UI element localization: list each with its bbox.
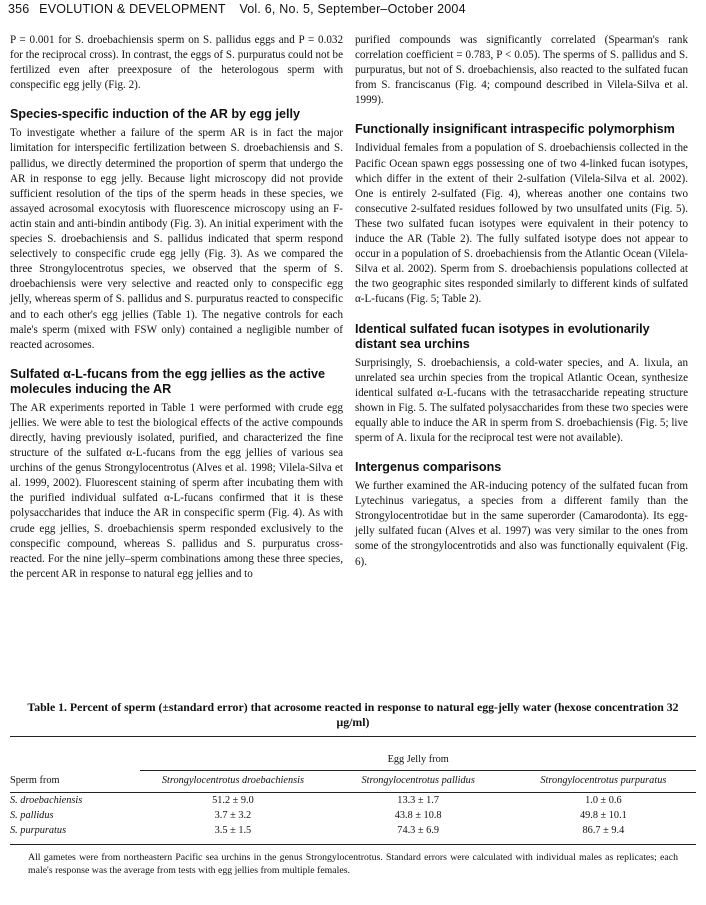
section-heading-polymorphism: Functionally insignificant intraspecific polymorphism [355,122,675,137]
column-header: Strongylocentrotus purpuratus [511,771,696,793]
section-text-species-specific: To investigate whether a failure of the sperm AR is in fact the major limitation for interspecific fertilization between S. droebachiensis and S. pallidus, we directly determined the proportion of sperm that undergo the AR in response to egg jelly. Because light microscopy did not provide sufficient resolution of the tips of the sperm heads in these species, we assayed acrosomal exocytosis with fluorescence microscopy using an F-actin stain and anti-bindin antibody (Fig. 3). An initial experiment with the species S. droebachiensis and S. pallidus indicated that sperm respond selectively to conspecific crude egg jelly (Fig. 3). As we compared the three Strongylocentrotus species, we observed that the sperm of S. droebachiensis were very selective and reacted only to conspecific egg jelly, whereas sperm of S. pallidus and S. purpuratus reacted to conspecific and to each other's egg jellies (Table 1). The negative controls for each male's sperm (mixed with FSW only) contained a negligible number of reacted acrosomes. [10,127,343,351]
section-heading-species-specific: Species-specific induction of the AR by egg jelly [10,107,300,122]
continued-paragraph: P = 0.001 for S. droebachiensis sperm on S. pallidus eggs and P = 0.032 for the reciprocal cross). In contrast, the eggs of S. purpuratus could not be fertilized even after preexposure of the heterologous sperm with conspecific egg jelly (Fig. 2). [10,34,343,92]
section-heading-intergenus: Intergenus comparisons [355,460,502,475]
cell-value: 74.3 ± 6.9 [397,825,439,836]
table-group-header-row [10,749,696,771]
row-species: S. pallidus [10,810,54,821]
cell-value: 86.7 ± 9.4 [582,825,625,836]
table-row [10,808,696,823]
row-header: Sperm from [10,771,140,793]
right-column [355,33,688,570]
journal-title: EVOLUTION & DEVELOPMENT [39,2,226,16]
section-text-sulfated-fucans: The AR experiments reported in Table 1 were performed with crude egg jellies. We were able to test the biological effects of the active compounds directly, having previously isolated, purified, and characterized the fine structure of the sulfated α-L-fucans from the egg jellies of various sea urchins of the genus Strongylocentrotus (Alves et al. 1998; Vilela-Silva et al. 1999, 2002). Fluorescent staining of sperm after incubating them with the purified individual sulfated α-L-fucans confirmed that it is these polysaccharides that induce the AR in conspecific sperm (Fig. 4). As with crude egg jellies, S. droebachiensis sperm responded exclusively to the conspecific compound, whereas S. pallidus and S. purpuratus cross-reacted. For the nine jelly–sperm combinations among these three species, the percent AR in response to natural egg jellies and to [10,401,343,580]
continued-paragraph-right: purified compounds was significantly correlated (Spearman's rank correlation coefficient = 0.783, P < 0.05). The sperms of S. pallidus and S. purpuratus, but not of S. droebachiensis, also reacted to the sulfated fucan from S. franciscanus (Fig. 4; compound described in Vilela-Silva et al. 1999). [355,34,688,107]
column-header: Strongylocentrotus droebachiensis [140,771,325,793]
page-number: 356 [8,2,30,16]
table-row [10,793,696,809]
section-text-intergenus: We further examined the AR-inducing potency of the sulfated fucan from Lytechinus variegatus, a species from a different family than the Strongylocentrotidae but in the same superorder (Camarodonta). Its egg-jelly sulfated fucan (Alves et al. 1997) was very similar to the ones from some of the strongylocentrotids and also was functionally equivalent (Fig. 6). [355,480,688,568]
data-table [10,736,696,845]
group-header: Egg Jelly from [140,749,696,771]
cell-value: 3.5 ± 1.5 [214,825,252,836]
section-text-polymorphism: Individual females from a population of S. droebachiensis collected in the Pacific Ocean spawn eggs possessing one of two 4-linked fucan isotypes, which differ in the extent of their 2-sulfation (Vilela-Silva et al. 2002). One is entirely 2-sulfated (Fig. 4), whereas another one contains two consecutive 2-sulfated residues followed by two unsulfated units (Fig. 5). These two sulfated fucan isotypes were equivalent in their potency to induce the AR (Table 2). The fully sulfated isotype does not appear to occur in a population of S. droebachiensis from the Atlantic Ocean (Vilela-Silva et al. 2002). Sperm from S. droebachiensis populations collected at the two geographic sites responded similarly to different kinds of sulfated α-L-fucans (Fig. 5; Table 2). [355,142,688,306]
table-header-row [10,771,696,793]
section-text-identical-isotypes: Surprisingly, S. droebachiensis, a cold-water species, and A. lixula, an unrelated sea urchin species from the tropical Atlantic Ocean, synthesize identical sulfated α-L-fucans with the tetrasaccharide repeating structure shown in Fig. 5. The sulfated polysaccharides from these two species were equally able to induce the AR in sperm from S. droebachiensis (Fig. 5; live sperm of A. lixula for the reciprocal test were not available). [355,356,688,444]
issue-info: Vol. 6, No. 5, September–October 2004 [239,2,466,16]
table-bottom-rule [10,838,696,845]
row-species: S. purpuratus [10,825,67,836]
running-head [8,2,698,20]
cell-value: 1.0 ± 0.6 [585,795,622,806]
section-heading-identical-isotypes: Identical sulfated fucan isotypes in evolutionarily distant sea urchins [355,321,650,351]
left-column [10,33,343,582]
cell-value: 51.2 ± 9.0 [212,795,254,806]
cell-value: 13.3 ± 1.7 [397,795,439,806]
column-header: Strongylocentrotus pallidus [326,771,511,793]
cell-value: 3.7 ± 3.2 [214,810,252,821]
table-row [10,823,696,838]
table-top-rule [10,737,696,750]
table-1 [10,700,696,877]
cell-value: 49.8 ± 10.1 [579,810,627,821]
section-heading-sulfated-fucans: Sulfated α-L-fucans from the egg jellies as the active molecules inducing the AR [10,366,325,396]
table-footnote: All gametes were from northeastern Pacific sea urchins in the genus Strongylocentrotus. Standard errors were calculated with individual males as replicates; each male's response was the average from tests with egg jellies from multiple females. [28,852,678,876]
table-caption: Table 1. Percent of sperm (±standard error) that acrosome reacted in response to natural egg-jelly water (hexose concentration 32 μg/ml) [27,700,679,729]
cell-value: 43.8 ± 10.8 [394,810,442,821]
row-species: S. droebachiensis [10,795,83,806]
